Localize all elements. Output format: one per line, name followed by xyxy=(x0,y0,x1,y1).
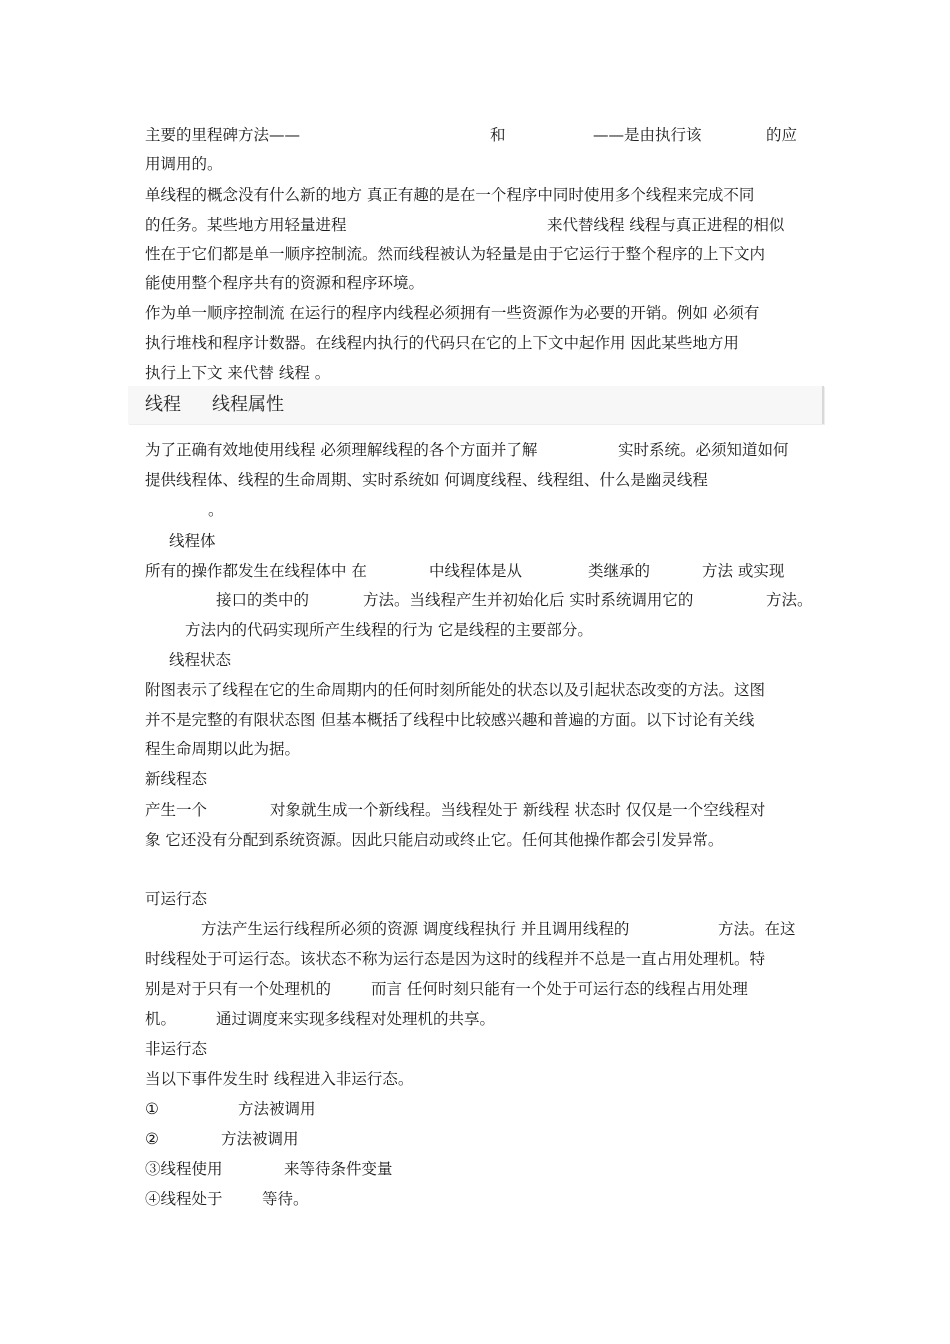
paragraph-text: 能使用整个程序共有的资源和程序环境。 xyxy=(145,274,425,292)
intro-text: 主要的里程碑方法—— xyxy=(145,126,301,144)
list-item-text: 来等待条件变量 xyxy=(284,1160,393,1178)
paragraph-text: 方法。当线程产生并初始化后 实时系统调用它的 xyxy=(363,591,694,609)
intro-text: 用调用的。 xyxy=(145,155,223,173)
paragraph-text: 作为单一顺序控制流 在运行的程序内线程必须拥有一些资源作为必要的开销。例如 必须有 xyxy=(145,304,760,322)
paragraph-text: 实时系统。必须知道如何 xyxy=(618,441,789,459)
blocked-state-title: 非运行态 xyxy=(145,1040,208,1058)
intro-text: ——是由执行该 xyxy=(593,126,702,144)
thread-body-title: 线程体 xyxy=(169,532,216,550)
paragraph-text: 接口的类中的 xyxy=(216,591,310,609)
paragraph-text: 提供线程体、线程的生命周期、实时系统如 何调度线程、线程组、什么是幽灵线程 xyxy=(145,471,708,489)
paragraph-text: 为了正确有效地使用线程 必须理解线程的各个方面并了解 xyxy=(145,441,538,459)
paragraph-text: 象 它还没有分配到系统资源。因此只能启动或终止它。任何其他操作都会引发异常。 xyxy=(145,831,724,849)
list-item-number: ② xyxy=(145,1130,159,1148)
paragraph-text: 中线程体是从 xyxy=(429,562,523,580)
paragraph-text: 机。 xyxy=(145,1010,177,1028)
paragraph-text: 执行堆栈和程序计数器。在线程内执行的代码只在它的上下文中起作用 因此某些地方用 xyxy=(145,334,739,352)
paragraph-text: 当以下事件发生时 线程进入非运行态。 xyxy=(145,1070,414,1088)
list-item-number: ④线程处于 xyxy=(145,1190,223,1208)
paragraph-text: 对象就生成一个新线程。当线程处于 新线程 状态时 仅仅是一个空线程对 xyxy=(270,801,766,819)
list-item-text: 等待。 xyxy=(262,1190,309,1208)
paragraph-text: 的任务。某些地方用轻量进程 xyxy=(145,216,347,234)
paragraph-text: 附图表示了线程在它的生命周期内的任何时刻所能处的状态以及引起状态改变的方法。这图 xyxy=(145,681,766,699)
new-state-title: 新线程态 xyxy=(145,770,208,788)
paragraph-text: 类继承的 xyxy=(588,562,651,580)
paragraph-text: 。 xyxy=(208,501,224,519)
list-item-number: ① xyxy=(145,1100,159,1118)
paragraph-text: 别是对于只有一个处理机的 xyxy=(145,980,332,998)
heading-part-2: 线程属性 xyxy=(212,394,284,415)
paragraph-text: 方法。在这 xyxy=(718,920,796,938)
paragraph-text: 执行上下文 来代替 线程 。 xyxy=(145,364,331,382)
paragraph-text: 方法。 xyxy=(766,591,813,609)
heading-part-1: 线程 xyxy=(145,394,181,415)
intro-text: 的应 xyxy=(766,126,798,144)
paragraph-text: 时线程处于可运行态。该状态不称为运行态是因为这时的线程并不总是一直占用处理机。特 xyxy=(145,950,766,968)
list-item-number: ③线程使用 xyxy=(145,1160,223,1178)
runnable-state-title: 可运行态 xyxy=(145,890,208,908)
thread-state-title: 线程状态 xyxy=(169,651,232,669)
paragraph-text: 方法内的代码实现所产生线程的行为 它是线程的主要部分。 xyxy=(185,621,593,639)
paragraph-text: 通过调度来实现多线程对处理机的共享。 xyxy=(216,1010,496,1028)
paragraph-text: 方法 或实现 xyxy=(702,562,785,580)
paragraph-text: 性在于它们都是单一顺序控制流。然而线程被认为轻量是由于它运行于整个程序的上下文内 xyxy=(145,245,766,263)
paragraph-text: 产生一个 xyxy=(145,801,208,819)
paragraph-text: 来代替线程 线程与真正进程的相似 xyxy=(547,216,785,234)
paragraph-text: 并不是完整的有限状态图 但基本概括了线程中比较感兴趣和普遍的方面。以下讨论有关线 xyxy=(145,711,755,729)
paragraph-text: 方法产生运行线程所必须的资源 调度线程执行 并且调用线程的 xyxy=(201,920,630,938)
paragraph-text: 程生命周期以此为据。 xyxy=(145,740,301,758)
section-heading xyxy=(128,386,824,424)
paragraph-text: 而言 任何时刻只能有一个处于可运行态的线程占用处理 xyxy=(371,980,748,998)
list-item-text: 方法被调用 xyxy=(238,1100,316,1118)
paragraph-text: 单线程的概念没有什么新的地方 真正有趣的是在一个程序中同时使用多个线程来完成不同 xyxy=(145,186,755,204)
paragraph-text: 所有的操作都发生在线程体中 在 xyxy=(145,562,367,580)
list-item-text: 方法被调用 xyxy=(221,1130,299,1148)
intro-text: 和 xyxy=(490,126,506,144)
